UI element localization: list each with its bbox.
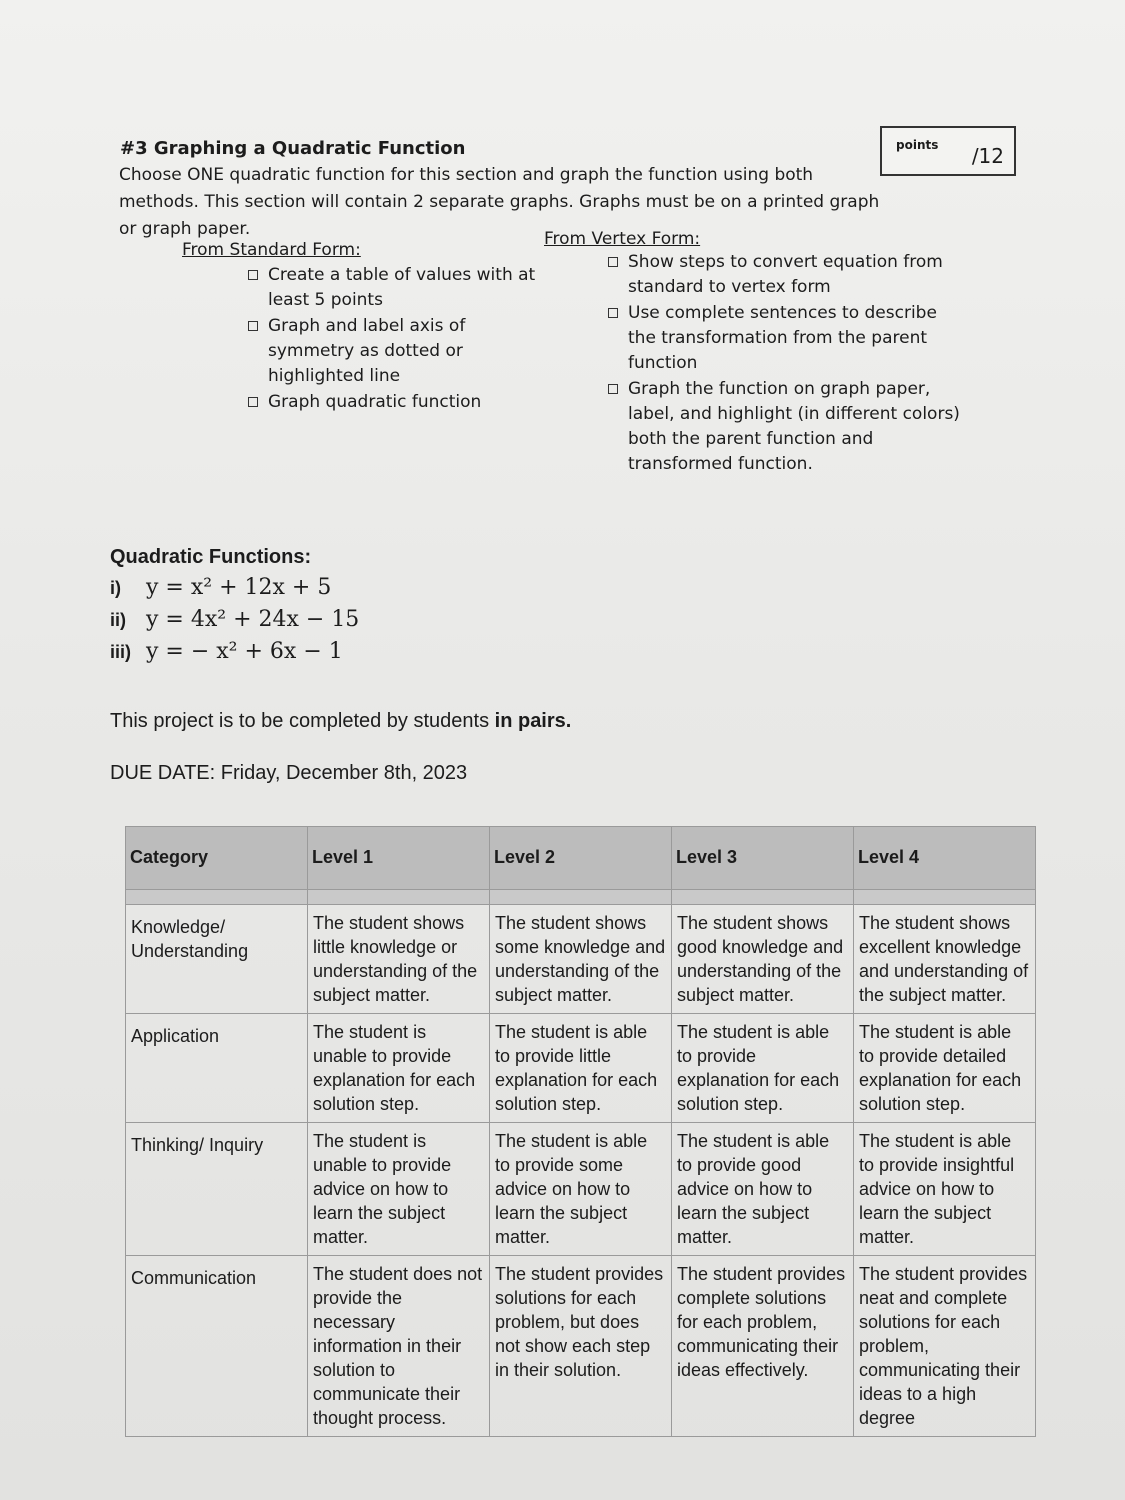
rubric-row [126,905,1036,1014]
rubric-cell: The student is able to provide good advice on how to learn the subject matter. [672,1123,854,1256]
checklist-item: Graph quadratic function [248,390,548,415]
header-category: Category [126,827,308,890]
checklist-item: Graph and label axis of symmetry as dotted or highlighted line [248,314,548,389]
checkbox-icon [608,384,618,394]
points-box [880,126,1016,176]
checklist-item: Use complete sentences to describe the transformation from the parent function [608,301,968,376]
rubric-cell: The student is unable to provide advice on how to learn the subject matter. [308,1123,490,1256]
section-instructions [119,162,889,243]
checkbox-icon [248,321,258,331]
instruction-line: or graph paper. [119,219,251,239]
rubric-cell: The student provides complete solutions for each problem, communicating their ideas effectively. [672,1256,854,1437]
rubric-cell: The student shows some knowledge and understanding of the subject matter. [490,905,672,1014]
points-label: points [896,138,939,152]
header-level-1: Level 1 [308,827,490,890]
quadratic-functions-title: Quadratic Functions: [110,546,312,568]
rubric-cell: The student provides neat and complete solutions for each problem, communicating their ideas to a high degree [854,1256,1036,1437]
pairs-statement: This project is to be completed by students in pairs. [110,710,572,732]
rubric-cell: The student shows excellent knowledge and understanding of the subject matter. [854,905,1036,1014]
quadratic-functions-list [110,574,359,670]
rubric-cell: The student shows good knowledge and understanding of the subject matter. [672,905,854,1014]
function-item: ii) y = 4x² + 24x − 15 [110,607,360,632]
vertex-form-heading: From Vertex Form: [544,229,701,249]
rubric-row [126,1014,1036,1123]
rubric-cell: The student is able to provide detailed explanation for each solution step. [854,1014,1036,1123]
header-level-4: Level 4 [854,827,1036,890]
checkbox-icon [248,397,258,407]
checkbox-icon [248,270,258,280]
rubric-cell: The student is able to provide explanation for each solution step. [672,1014,854,1123]
rubric-row [126,1123,1036,1256]
rubric-header-row [126,827,1036,890]
vertex-form-checklist [608,250,968,478]
rubric-cell: The student shows little knowledge or understanding of the subject matter. [308,905,490,1014]
rubric-cell: The student is able to provide insightful advice on how to learn the subject matter. [854,1123,1036,1256]
rubric-row [126,1256,1036,1437]
checklist-item: Graph the function on graph paper, label, and highlight (in different colors) both the parent function and transformed function. [608,377,968,477]
row-category: Thinking/ Inquiry [126,1123,308,1256]
checklist-item: Show steps to convert equation from standard to vertex form [608,250,968,300]
rubric-cell: The student is able to provide some advice on how to learn the subject matter. [490,1123,672,1256]
header-level-2: Level 2 [490,827,672,890]
checkbox-icon [608,257,618,267]
due-date: DUE DATE: Friday, December 8th, 2023 [110,762,468,784]
function-item: i) y = x² + 12x + 5 [110,575,332,600]
function-item: iii) y = − x² + 6x − 1 [110,639,343,664]
row-category: Communication [126,1256,308,1437]
header-level-3: Level 3 [672,827,854,890]
rubric-cell: The student is unable to provide explanation for each solution step. [308,1014,490,1123]
row-category: Knowledge/ Understanding [126,905,308,1014]
rubric-cell: The student provides solutions for each problem, but does not show each step in their solution. [490,1256,672,1437]
section-title: #3 Graphing a Quadratic Function [120,138,466,159]
checkbox-icon [608,308,618,318]
standard-form-heading: From Standard Form: [182,240,361,260]
rubric-cell: The student does not provide the necessary information in their solution to communicate their thought process. [308,1256,490,1437]
instruction-line: methods. This section will contain 2 separate graphs. Graphs must be on a printed graph [119,192,880,212]
rubric-table [125,826,1036,1437]
row-category: Application [126,1014,308,1123]
instruction-line: Choose ONE quadratic function for this section and graph the function using both [119,165,814,185]
header-spacer-row [126,890,1036,905]
checklist-item: Create a table of values with at least 5 points [248,263,548,313]
rubric-cell: The student is able to provide little explanation for each solution step. [490,1014,672,1123]
standard-form-checklist [248,263,548,416]
points-max: /12 [971,144,1004,168]
